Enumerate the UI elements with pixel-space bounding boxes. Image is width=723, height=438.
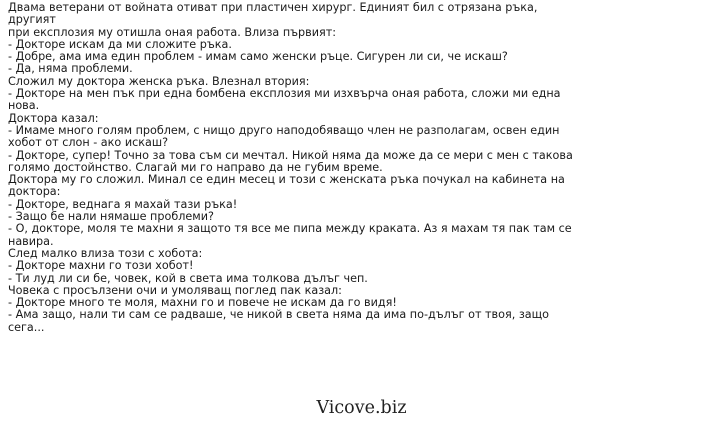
joke-line: при експлозия му отишла оная работа. Влиза първият: <box>8 25 337 39</box>
joke-line: - Докторе много те моля, махни го и повече не искам да го видя! <box>8 296 397 310</box>
joke-line: доктора: <box>8 185 61 199</box>
joke-text <box>8 2 573 334</box>
joke-line: - Да, няма проблеми. <box>8 62 133 76</box>
joke-line: хобот от слон - ако искаш? <box>8 136 169 150</box>
joke-line: Двама ветерани от войната отиват при пластичен хирург. Единият бил с отрязана ръка, другият <box>8 1 541 27</box>
joke-line: Сложил му доктора женска ръка. Влезнал втория: <box>8 74 310 88</box>
joke-line: - Ти луд ли си бе, човек, кой в света има толкова дълъг чеп. <box>8 271 368 285</box>
joke-line: - Докторе искам да ми сложите ръка. <box>8 37 232 51</box>
joke-line: - Докторе на мен пък при една бомбена експлозия ми изхвърча оная работа, сложи ми една <box>8 87 561 101</box>
joke-line: - Ама защо, нали ти сам се радваше, че никой в света няма да има по-дълъг от твоя, защо сега... <box>8 308 553 334</box>
joke-line: Човека с просълзени очи и умоляващ поглед пак казал: <box>8 283 342 297</box>
joke-line: - Докторе, веднага я махай тази ръка! <box>8 197 238 211</box>
joke-line: След малко влиза този с хобота: <box>8 246 203 260</box>
joke-line: - Докторе, супер! Точно за това съм си мечтал. Никой няма да може да се мери с мен с такова <box>8 148 573 162</box>
joke-line: нова. <box>8 99 40 113</box>
joke-line: голямо достойнство. Слагай ми го направо да не губим време. <box>8 160 383 174</box>
joke-line: Доктора му го сложил. Минал се един месец и този с женската ръка почукал на кабинета на <box>8 173 565 187</box>
joke-line: - О, докторе, моля те махни я защото тя все ме пипа между краката. Аз я махам тя пак там се <box>8 222 572 236</box>
joke-line: - Добре, ама има един проблем - имам само женски ръце. Сигурен ли си, че искаш? <box>8 50 508 64</box>
site-watermark: Vicove.biz <box>316 398 407 418</box>
joke-line: навира. <box>8 234 54 248</box>
joke-line: Доктора казал: <box>8 111 99 125</box>
joke-line: - Докторе махни го този хобот! <box>8 259 194 273</box>
joke-line: - Имаме много голям проблем, с нищо друго наподобяващо член не разполагам, освен един <box>8 123 560 137</box>
joke-line: - Защо бе нали нямаше проблеми? <box>8 210 214 224</box>
